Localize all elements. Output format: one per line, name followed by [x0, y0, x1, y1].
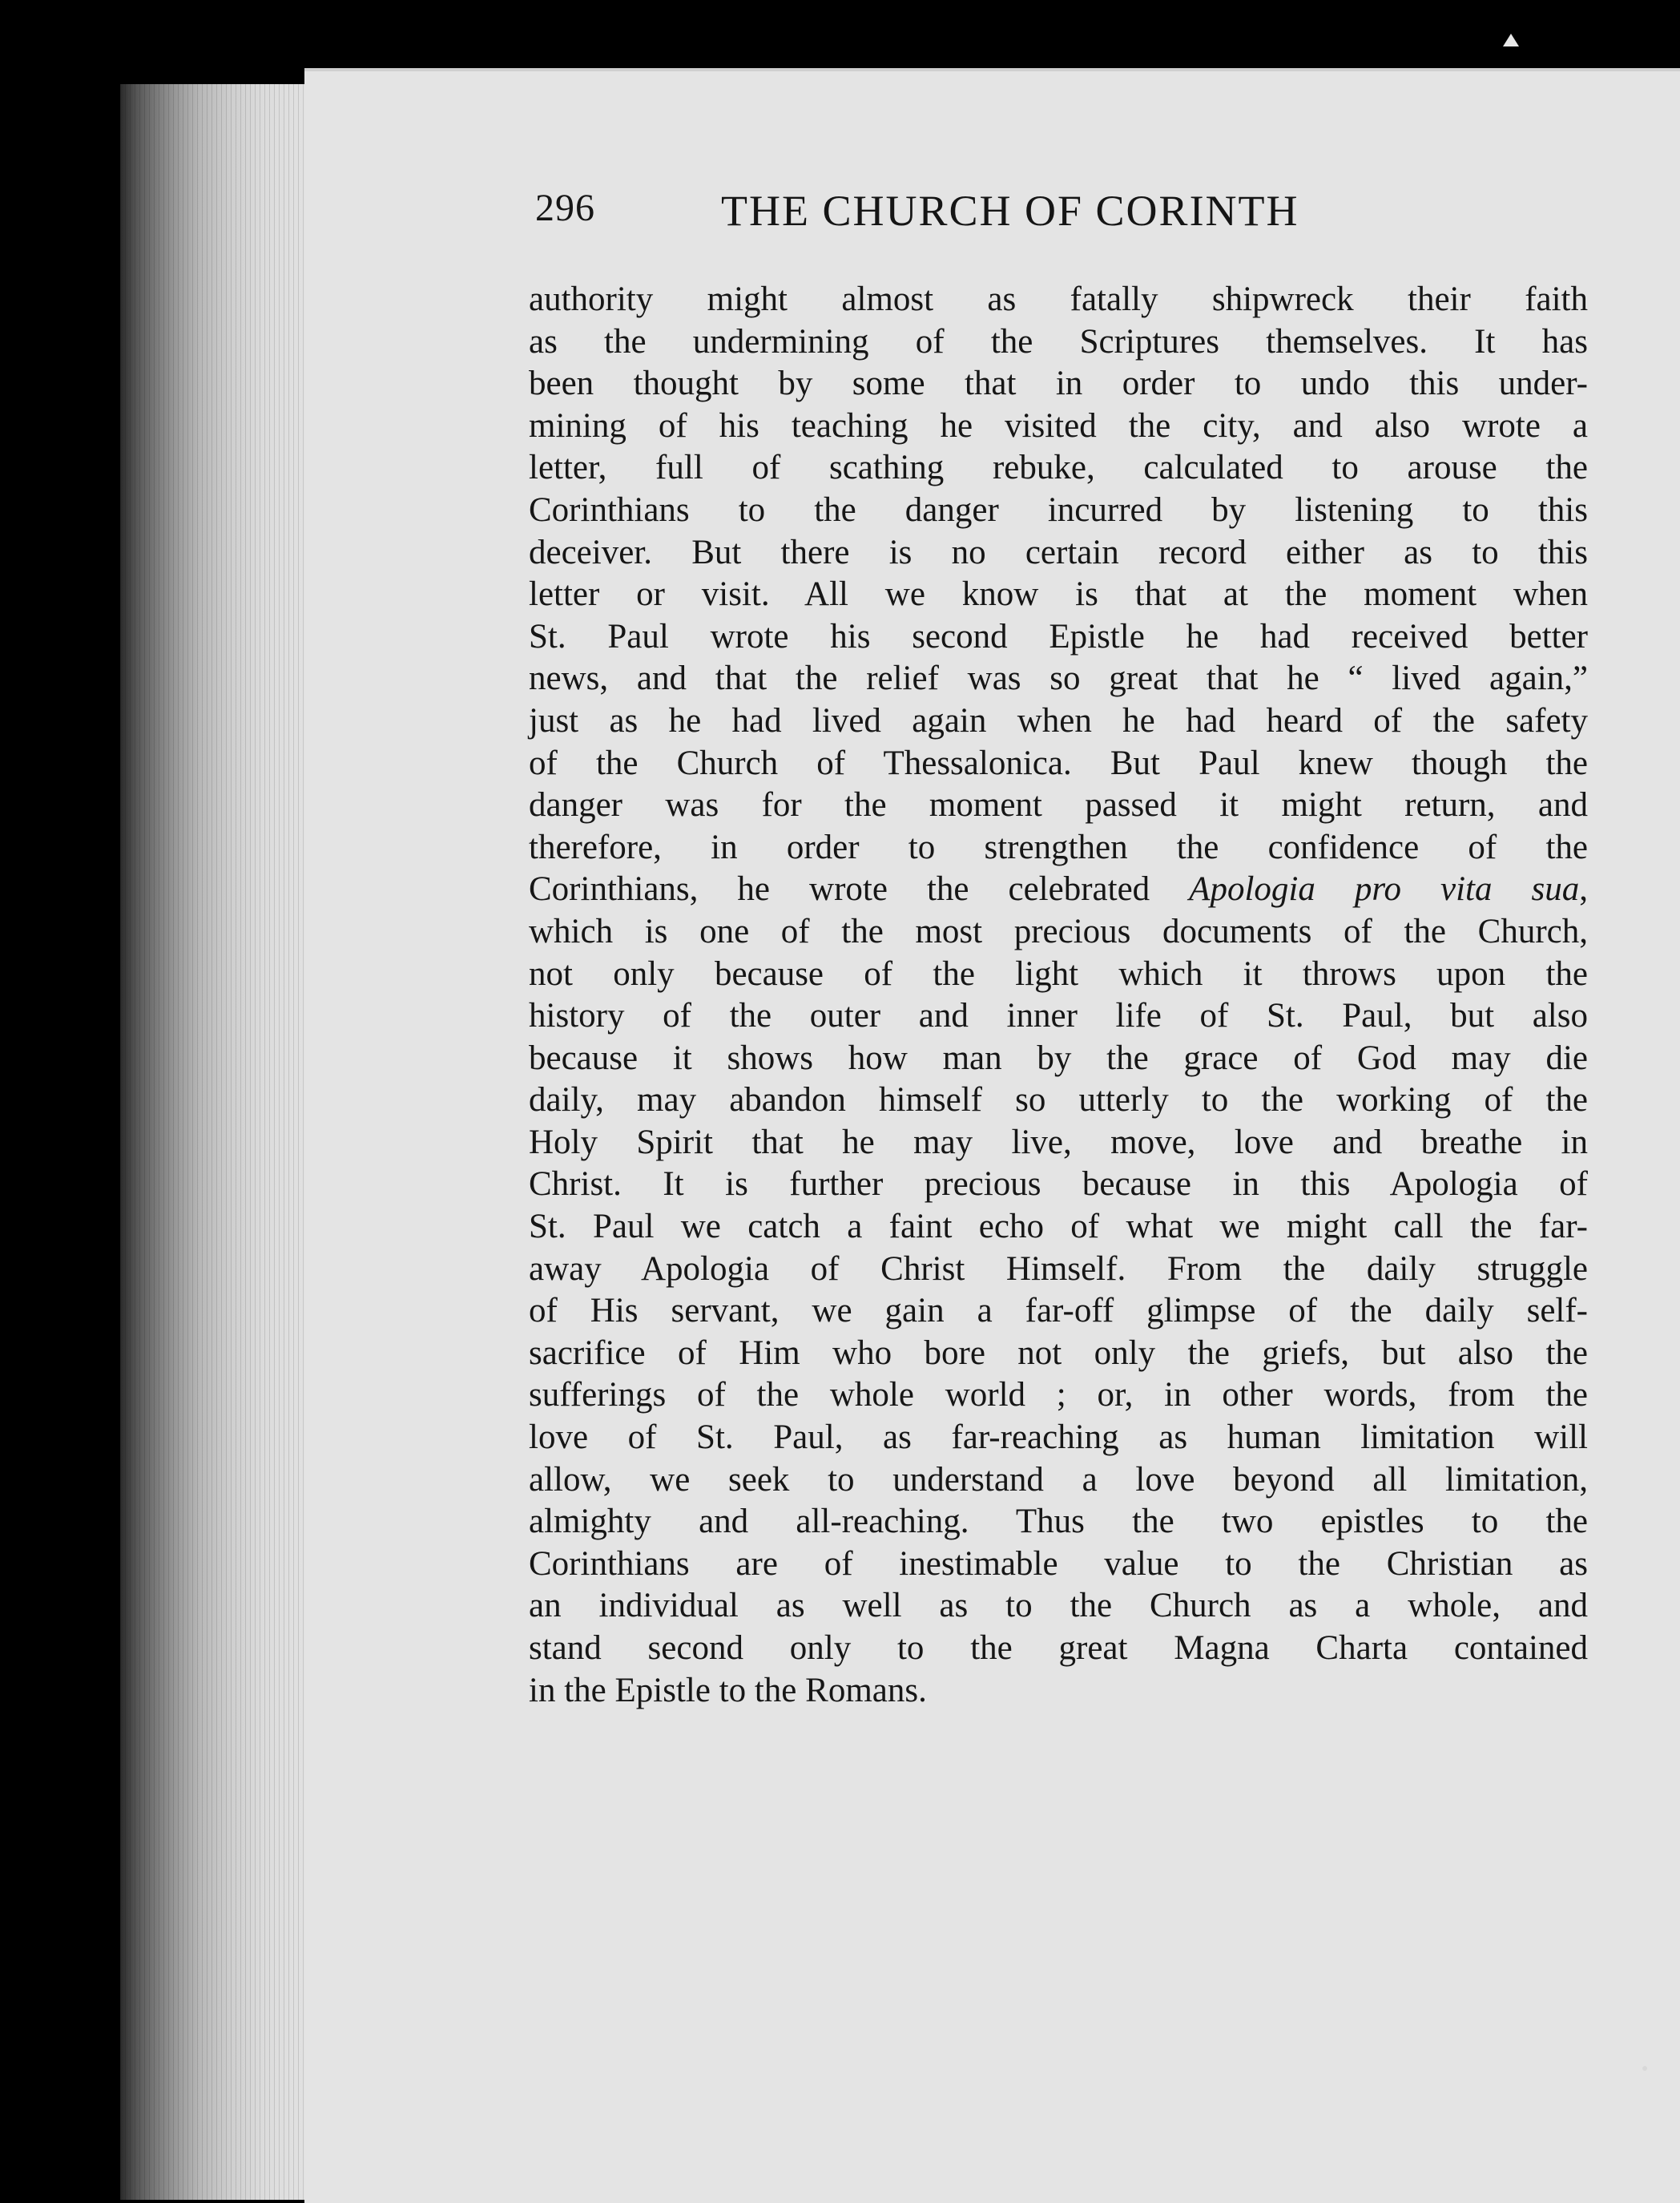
- running-title: THE CHURCH OF CORINTH: [721, 187, 1299, 235]
- text-line: an individual as well as to the Church as a whole, and: [529, 1587, 1588, 1625]
- text-line: Corinthians to the danger incurred by listening to this: [529, 490, 1588, 529]
- text-line-with-italic: [529, 869, 1588, 911]
- text-line: sufferings of the whole world ; or, in other words, from the: [529, 1376, 1588, 1414]
- text-line: of the Church of Thessalonica. But Paul knew though the: [529, 744, 1588, 782]
- text-line: daily, may abandon himself so utterly to the working of the: [529, 1081, 1588, 1120]
- text-line: almighty and all-reaching. Thus the two epistles to the: [529, 1503, 1588, 1541]
- text-line: just as he had lived again when he had heard of the safety: [529, 701, 1588, 740]
- italic-title: Apologia pro vita sua: [1189, 870, 1580, 909]
- text-line: sacrifice of Him who bore not only the griefs, but also the: [529, 1334, 1588, 1372]
- body-text: [529, 279, 1588, 1712]
- text-line: St. Paul wrote his second Epistle he had received better: [529, 617, 1588, 656]
- page-number: 296: [535, 187, 595, 229]
- text-line: because it shows how man by the grace of God may die: [529, 1039, 1588, 1077]
- text-line: St. Paul we catch a faint echo of what we might call the far-: [529, 1208, 1588, 1246]
- scan-corner-mark: [1503, 34, 1519, 46]
- text-line: away Apologia of Christ Himself. From the daily struggle: [529, 1249, 1588, 1288]
- running-head: [535, 186, 1416, 242]
- text-segment: ,: [1579, 870, 1588, 909]
- text-line: stand second only to the great Magna Charta contained: [529, 1629, 1588, 1667]
- text-line: Holy Spirit that he may live, move, love and breathe in: [529, 1123, 1588, 1161]
- text-line: danger was for the moment passed it might return, and: [529, 786, 1588, 825]
- scan-speck: [1642, 2066, 1647, 2071]
- text-line: letter or visit. All we know is that at the moment when: [529, 575, 1588, 614]
- text-line: Christ. It is further precious because in this Apologia of: [529, 1165, 1588, 1204]
- text-line: which is one of the most precious documents of the Church,: [529, 912, 1588, 950]
- text-line: authority might almost as fatally shipwreck their faith: [529, 280, 1588, 318]
- text-line: Corinthians are of inestimable value to the Christian as: [529, 1544, 1588, 1583]
- text-line-last: in the Epistle to the Romans.: [529, 1671, 927, 1709]
- text-line: as the undermining of the Scriptures themselves. It has: [529, 322, 1588, 361]
- page-edge-lines: [120, 84, 312, 2200]
- text-line: love of St. Paul, as far-reaching as human limitation will: [529, 1418, 1588, 1457]
- text-line: of His servant, we gain a far-off glimpse of the daily self-: [529, 1292, 1588, 1330]
- text-line: not only because of the light which it throws upon the: [529, 954, 1588, 993]
- text-line: allow, we seek to understand a love beyond all limitation,: [529, 1460, 1588, 1499]
- text-line: history of the outer and inner life of St. Paul, but also: [529, 997, 1588, 1035]
- text-line: news, and that the relief was so great that he “ lived again,”: [529, 660, 1588, 698]
- text-segment: Corinthians, he wrote the celebrated: [529, 870, 1190, 909]
- text-line: mining of his teaching he visited the city, and also wrote a: [529, 406, 1588, 445]
- text-line: deceiver. But there is no certain record either as to this: [529, 533, 1588, 571]
- text-line: been thought by some that in order to undo this under-: [529, 365, 1588, 403]
- text-line: therefore, in order to strengthen the confidence of the: [529, 828, 1588, 866]
- page-top-edge: [304, 68, 1680, 71]
- text-line: letter, full of scathing rebuke, calculated to arouse the: [529, 449, 1588, 487]
- page-fore-edge: [120, 84, 312, 2200]
